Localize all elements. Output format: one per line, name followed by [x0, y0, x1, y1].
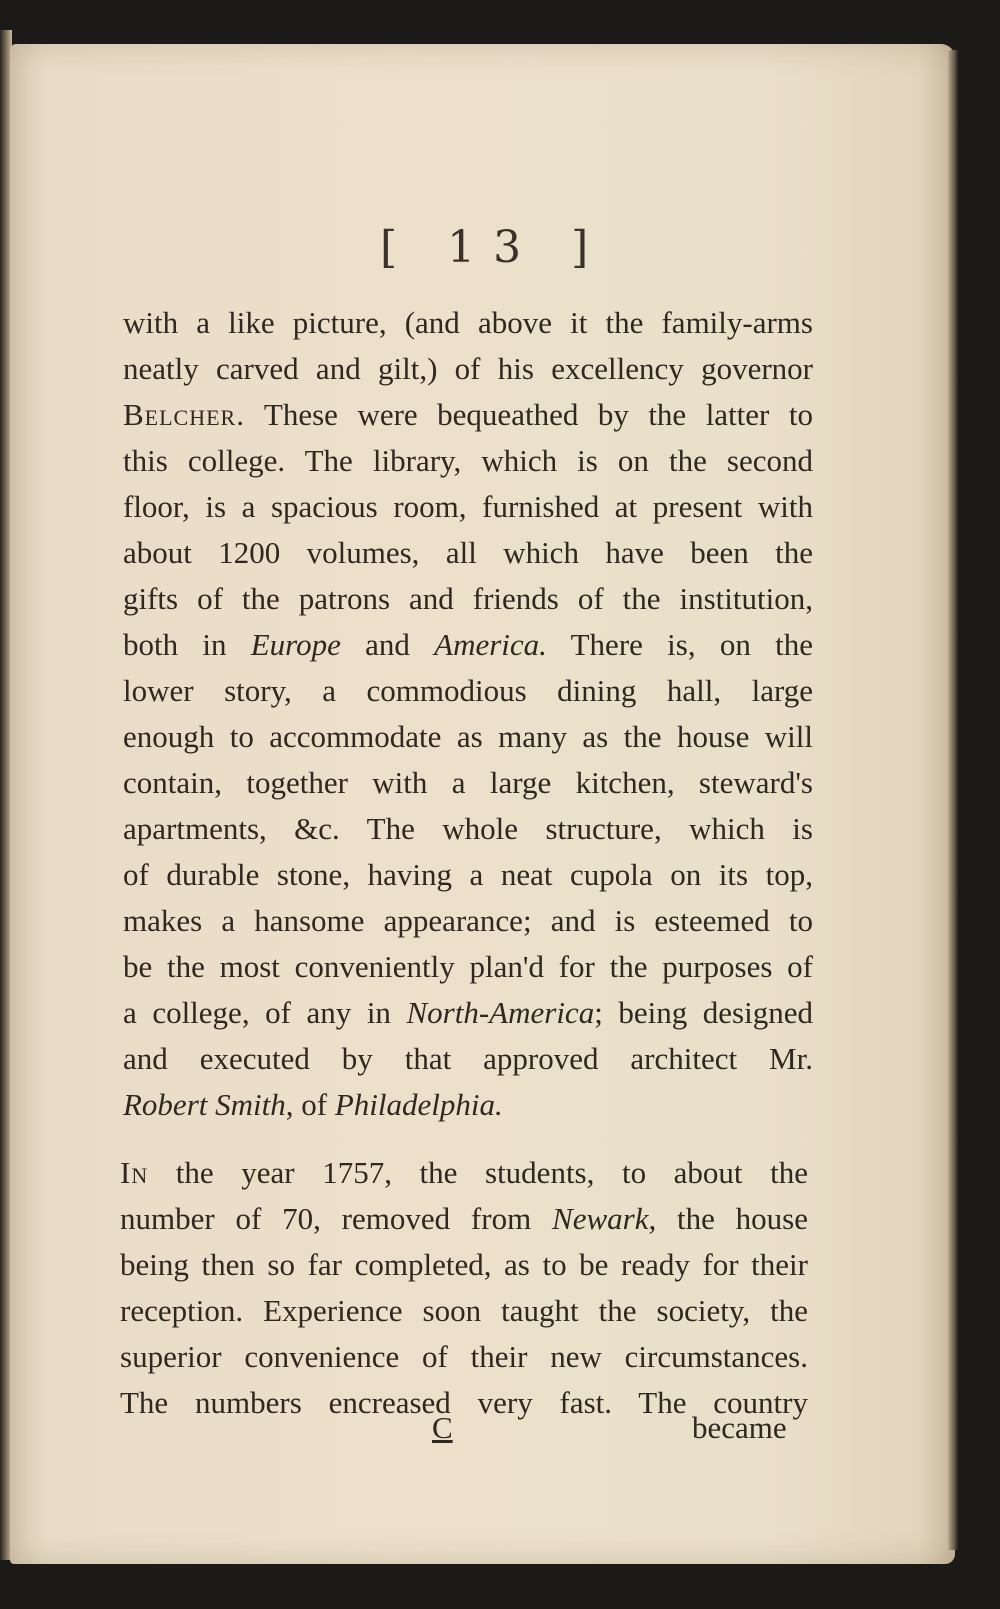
text-segment: number of 70, removed from — [120, 1201, 553, 1236]
text-line — [123, 622, 813, 668]
text-line — [123, 668, 813, 714]
text-segment: floor, is a spacious room, furnished at present with — [123, 489, 813, 524]
text-segment: ; being designed — [594, 995, 813, 1030]
text-line — [123, 760, 813, 806]
paragraph-2 — [120, 1150, 808, 1426]
text-segment: of durable stone, having a neat cupola on its top, — [123, 857, 813, 892]
text-segment: , of — [285, 1087, 335, 1122]
text-segment: These were bequeathed by the latter to — [244, 397, 813, 432]
text-segment: and — [340, 627, 435, 662]
paragraph-1 — [123, 300, 813, 1128]
small-caps-text: Belcher. — [123, 397, 245, 432]
text-segment: gifts of the patrons and friends of the institution, — [123, 581, 813, 616]
text-line — [123, 438, 813, 484]
text-line — [123, 898, 813, 944]
text-segment: There is, on the — [546, 627, 813, 662]
text-segment: The numbers encreased very fast. The country — [120, 1385, 808, 1420]
text-segment: lower story, a commodious dining hall, large — [123, 673, 813, 708]
text-segment: being then so far completed, as to be ready for their — [120, 1247, 808, 1282]
text-line — [123, 1082, 813, 1128]
text-segment: enough to accommodate as many as the house will — [123, 719, 813, 754]
text-segment: be the most conveniently plan'd for the purposes of — [123, 949, 813, 984]
text-line — [123, 1036, 813, 1082]
text-line — [120, 1242, 808, 1288]
text-line — [120, 1288, 808, 1334]
text-segment: both in — [123, 627, 251, 662]
text-line — [120, 1334, 808, 1380]
text-segment: makes a hansome appearance; and is esteemed to — [123, 903, 813, 938]
text-segment: the house — [656, 1201, 809, 1236]
text-line — [123, 530, 813, 576]
italic-text: Newark, — [552, 1201, 657, 1236]
text-line — [123, 576, 813, 622]
text-line — [123, 806, 813, 852]
italic-text: Europe — [250, 627, 341, 662]
small-caps-text: In — [120, 1155, 149, 1190]
text-segment: a college, of any in — [123, 995, 407, 1030]
signature-mark: C — [432, 1410, 453, 1445]
text-segment: and executed by that approved architect Mr. — [123, 1041, 813, 1076]
text-line — [123, 300, 813, 346]
text-line — [123, 484, 813, 530]
text-line — [120, 1150, 808, 1196]
catchword: became — [692, 1410, 787, 1445]
text-line — [123, 990, 813, 1036]
text-line — [123, 714, 813, 760]
book-page-edge-right — [948, 50, 958, 1550]
text-segment: this college. The library, which is on the second — [123, 443, 813, 478]
text-segment: apartments, &c. The whole structure, which is — [123, 811, 813, 846]
text-line — [123, 852, 813, 898]
text-segment: neatly carved and gilt,) of his excellency governor — [123, 351, 813, 386]
text-segment: contain, together with a large kitchen, steward's — [123, 765, 813, 800]
text-segment: reception. Experience soon taught the society, the — [120, 1293, 808, 1328]
italic-text: Robert Smith — [123, 1087, 286, 1122]
italic-text: North-America — [406, 995, 595, 1030]
text-segment: about 1200 volumes, all which have been the — [123, 535, 813, 570]
text-line — [123, 392, 813, 438]
italic-text: America. — [434, 627, 547, 662]
text-line — [120, 1196, 808, 1242]
text-segment: superior convenience of their new circumstances. — [120, 1339, 808, 1374]
text-segment: the year 1757, the students, to about the — [148, 1155, 808, 1190]
page-number-header: [ 13 ] — [380, 222, 607, 273]
italic-text: Philadelphia. — [334, 1087, 503, 1122]
text-segment: with a like picture, (and above it the family-arms — [123, 305, 813, 340]
text-line — [123, 944, 813, 990]
text-line — [123, 346, 813, 392]
